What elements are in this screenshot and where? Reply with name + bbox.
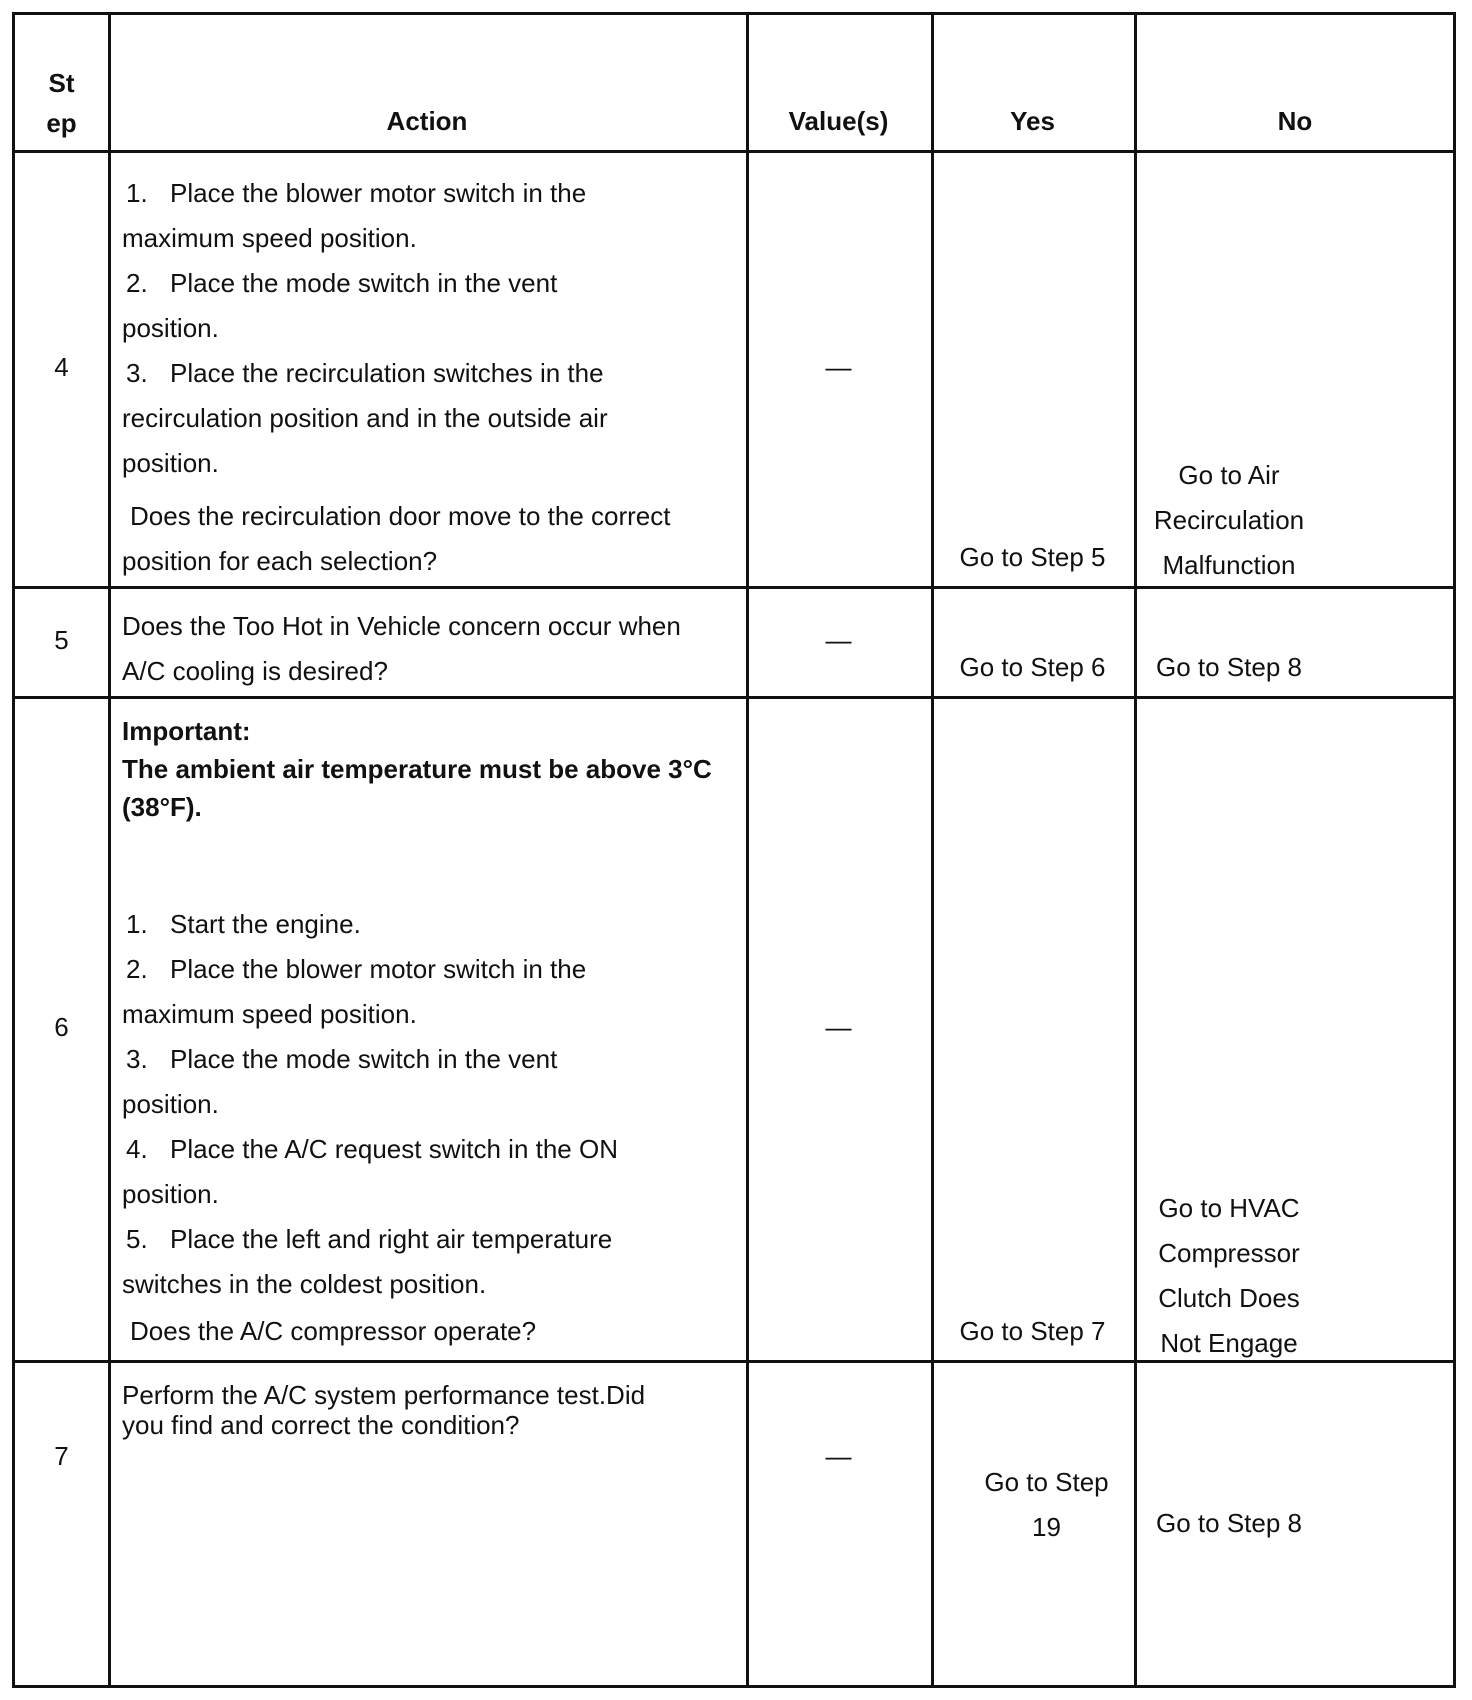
row-divider <box>15 696 1453 699</box>
value-cell: — <box>825 1012 852 1042</box>
header-no: No <box>1277 106 1313 136</box>
header-values: Value(s) <box>788 106 889 136</box>
header-action: Action <box>386 106 468 136</box>
yes-cell: Go to Step 19 <box>984 1467 1109 1542</box>
action-steps: 1. Place the blower motor switch in the maximum speed position. 2. Place the mode switch in the vent position. 3. Place the recirculation switches in the recirculation position and in the outside air position. <box>122 178 608 478</box>
step-number: 7 <box>54 1441 69 1471</box>
action-question: Perform the A/C system performance test.Did you find and correct the condition? <box>122 1380 646 1440</box>
step-number: 6 <box>54 1012 69 1042</box>
no-cell: Go to Step 8 <box>1156 1508 1302 1538</box>
column-divider <box>1134 15 1137 1685</box>
yes-cell: Go to Step 6 <box>959 652 1106 682</box>
value-cell: — <box>825 1441 852 1471</box>
yes-cell: Go to Step 5 <box>959 542 1106 572</box>
no-cell: Go to Step 8 <box>1156 652 1302 682</box>
action-steps: 1. Start the engine. 2. Place the blower motor switch in the maximum speed position. 3. Place the mode switch in the vent position. 4. Place the A/C request switch in the ON position. 5. Place the left and right air temperature switches in the coldest position. <box>122 909 618 1299</box>
row-divider <box>15 150 1453 153</box>
step-number: 5 <box>54 625 69 655</box>
header-step: St ep <box>46 68 77 138</box>
value-cell: — <box>825 625 852 655</box>
action-question: Does the A/C compressor operate? <box>130 1316 537 1346</box>
column-divider <box>108 15 111 1685</box>
no-cell: Go to Air Recirculation Malfunction <box>1153 460 1305 580</box>
action-question: Does the Too Hot in Vehicle concern occur when A/C cooling is desired? <box>122 611 681 686</box>
column-divider <box>931 15 934 1685</box>
header-yes: Yes <box>1010 106 1055 136</box>
important-note: Important: The ambient air temperature must be above 3°C (38°F). <box>122 716 712 822</box>
diagnostic-table <box>12 12 1456 1688</box>
no-cell: Go to HVAC Compressor Clutch Does Not Engage <box>1158 1193 1300 1358</box>
action-question: Does the recirculation door move to the correct position for each selection? <box>122 501 671 576</box>
step-number: 4 <box>54 352 69 382</box>
value-cell: — <box>825 352 852 382</box>
yes-cell: Go to Step 7 <box>959 1316 1106 1346</box>
